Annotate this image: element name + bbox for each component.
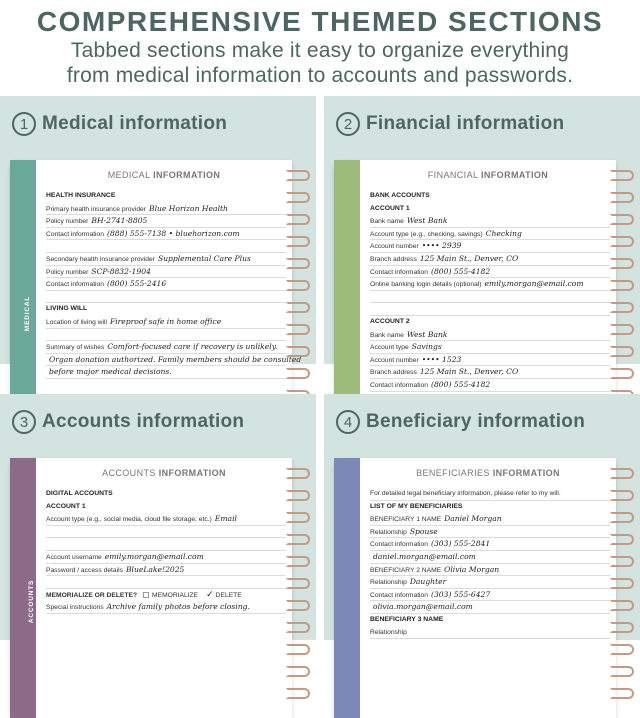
field-label: Account type (e.g., checking, savings) [370, 230, 483, 238]
spiral-ring [610, 512, 634, 523]
field-label: Account number [370, 356, 419, 364]
section-heading: DIGITAL ACCOUNTS [46, 490, 113, 497]
tab-label: ACCOUNTS [28, 579, 36, 624]
form-row [370, 601, 610, 614]
field-value[interactable]: Daniel Morgan [444, 514, 502, 524]
field-value[interactable]: Email [214, 514, 237, 524]
form-row [370, 278, 610, 291]
spiral-ring [610, 644, 634, 655]
field-value[interactable]: Savings [411, 342, 442, 352]
field-label: Account type [370, 344, 409, 352]
form-row [370, 253, 610, 266]
form-row [46, 291, 286, 304]
field-value[interactable]: (800) 555-2416 [107, 279, 167, 289]
section-heading: ACCOUNT 1 [370, 204, 410, 212]
section-heading: BANK ACCOUNTS [370, 192, 430, 199]
page-title: COMPREHENSIVE THEMED SECTIONS [36, 6, 604, 37]
form-row [46, 240, 286, 253]
field-label: Contact information [370, 541, 428, 549]
form-row [370, 526, 610, 539]
section-heading: HEALTH INSURANCE [46, 192, 116, 199]
spiral-ring [610, 534, 634, 545]
spiral-ring [286, 258, 310, 269]
field-label: Relationship [370, 528, 407, 536]
field-value[interactable]: 125 Main St., Denver, CO [419, 253, 519, 263]
form-row [370, 576, 610, 589]
spiral-binding [610, 458, 640, 718]
form-row [370, 627, 610, 640]
form-row [46, 278, 286, 291]
field-label: Summary of wishes [46, 344, 105, 352]
field-label: Secondary health insurance provider [46, 255, 155, 263]
spiral-ring [286, 490, 310, 501]
spiral-ring [286, 556, 310, 567]
financial-tab [334, 160, 360, 420]
section-number-badge: 4 [336, 410, 360, 434]
spiral-ring [286, 236, 310, 247]
spiral-ring [610, 280, 634, 291]
spiral-ring [286, 302, 310, 313]
form-row [370, 240, 610, 253]
field-label: Contact information [46, 230, 104, 238]
field-label: Password / access details [46, 566, 123, 574]
accounts-panel [0, 394, 316, 640]
financial-panel [324, 96, 640, 389]
spiral-ring [610, 368, 634, 379]
form-row [46, 203, 286, 216]
spiral-ring [610, 302, 634, 313]
subtitle-line-2: from medical information to accounts and passwords. [66, 64, 574, 87]
field-value[interactable]: •••• 1523 [421, 354, 462, 364]
field-label: Relationship [370, 628, 407, 636]
field-value[interactable]: (303) 555-6427 [431, 589, 491, 599]
form-row [46, 354, 302, 367]
field-value[interactable]: Organ donation authorized. Family members should be consulted [49, 354, 302, 364]
tab-label: MEDICAL [24, 295, 32, 332]
field-value[interactable]: (800) 555-4182 [431, 266, 491, 276]
notebook-page-title: FINANCIAL INFORMATION [427, 170, 549, 180]
form-row [370, 513, 610, 526]
field-label: BENEFICIARY 1 NAME [370, 516, 442, 524]
spiral-ring [610, 556, 634, 567]
spiral-binding [610, 160, 640, 420]
form-row [370, 379, 610, 392]
beneficiary-section-header [336, 408, 585, 436]
notebook-page-title: BENEFICIARIES INFORMATION [416, 468, 560, 478]
form-row [46, 329, 286, 342]
form-row [370, 190, 610, 203]
spiral-ring [610, 258, 634, 269]
form-row [46, 366, 286, 379]
delete-option-label: DELETE [215, 591, 242, 599]
spiral-ring [286, 170, 310, 181]
tab-label: BENEFICIARIES [360, 521, 368, 582]
field-label: Branch address [370, 369, 417, 377]
spiral-ring [610, 578, 634, 589]
spiral-ring [286, 468, 310, 479]
form-row [370, 564, 610, 577]
check-mark-icon[interactable]: ✓ [206, 588, 214, 599]
accounts-section-header [12, 408, 244, 436]
section-number-badge: 3 [12, 410, 36, 434]
field-label: Location of living will [46, 318, 107, 326]
form-rows [370, 190, 610, 392]
medical-tab [10, 160, 36, 420]
form-row [370, 215, 610, 228]
field-label: Branch address [370, 255, 417, 263]
form-row [370, 538, 610, 551]
spiral-ring [286, 622, 310, 633]
field-label: For detailed legal beneficiary information, please refer to my will. [370, 490, 561, 497]
field-value[interactable]: 125 Main St., Denver, CO [419, 367, 519, 377]
field-value[interactable]: before major medical decisions. [49, 367, 172, 377]
field-label: Account type (e.g., social media, cloud file storage, etc.) [46, 516, 212, 524]
form-row [46, 488, 286, 501]
spiral-ring [286, 280, 310, 291]
notebook-page-title: MEDICAL INFORMATION [107, 170, 221, 180]
field-value[interactable]: daniel.morgan@email.com [373, 551, 476, 561]
field-value[interactable]: Checking [485, 228, 522, 238]
field-value[interactable]: •••• 2939 [421, 241, 462, 251]
section-heading: ACCOUNT 1 [46, 502, 86, 510]
form-row [370, 366, 610, 379]
field-value[interactable]: (800) 555-4182 [431, 379, 491, 389]
field-label: Bank name [370, 218, 404, 226]
spiral-ring [286, 578, 310, 589]
spiral-ring [610, 468, 634, 479]
field-label: Policy number [46, 268, 89, 276]
spiral-ring [610, 214, 634, 225]
form-row [46, 601, 286, 614]
memorialize-row [46, 589, 286, 602]
field-label: Contact information [370, 268, 428, 276]
field-label: Primary health insurance provider [46, 205, 146, 213]
section-number-badge: 1 [12, 112, 36, 136]
spiral-ring [610, 666, 634, 677]
form-row [370, 329, 610, 342]
field-label: Contact information [370, 591, 428, 599]
form-row [46, 215, 286, 228]
field-label: Special instructions [46, 604, 104, 612]
field-label: Online banking login details (optional) [370, 281, 482, 289]
field-value[interactable]: Fireproof safe in home office [109, 316, 222, 326]
field-value[interactable]: BlueLake!2025 [125, 564, 185, 574]
spiral-ring [286, 666, 310, 677]
form-row [370, 551, 610, 564]
field-value[interactable]: olivia.morgan@email.com [373, 602, 473, 612]
form-row [370, 228, 610, 241]
field-value[interactable]: West Bank [406, 216, 448, 226]
field-value[interactable]: Archive family photos before closing. [106, 602, 250, 612]
spiral-ring [286, 346, 310, 357]
spiral-ring [286, 644, 310, 655]
field-value[interactable]: BH-2741-8805 [91, 216, 148, 226]
field-value[interactable]: Comfort-focused care if recovery is unlikely. [107, 342, 278, 352]
spiral-binding [286, 458, 316, 718]
field-value[interactable]: (888) 555-7138 • bluehorizon.com [107, 228, 240, 238]
form-rows [370, 488, 610, 639]
spiral-ring [610, 490, 634, 501]
form-rows [46, 488, 286, 614]
form-row [370, 291, 610, 304]
form-rows [46, 190, 302, 379]
field-label: Account username [46, 553, 102, 561]
field-label: Contact information [46, 281, 104, 289]
financial-section-header [336, 110, 564, 138]
form-row [46, 316, 286, 329]
form-row [46, 513, 286, 526]
form-row [46, 526, 286, 539]
memorialize-label: MEMORIALIZE OR DELETE? [46, 591, 138, 599]
notebook-page [10, 458, 292, 718]
field-value[interactable]: (303) 555-2841 [431, 539, 491, 549]
field-label: Contact information [370, 381, 428, 389]
section-number-badge: 2 [336, 112, 360, 136]
field-value[interactable]: emily.morgan@email.com [104, 551, 204, 561]
spiral-binding [286, 160, 316, 420]
spiral-ring [610, 192, 634, 203]
field-label: BENEFICIARY 2 NAME [370, 566, 442, 574]
form-row [46, 303, 286, 316]
field-value[interactable]: Spouse [409, 526, 438, 536]
spiral-ring [286, 688, 310, 699]
section-heading: ACCOUNT 2 [370, 317, 410, 325]
notebook-page [334, 160, 616, 420]
section-title: Beneficiary information [366, 411, 586, 432]
section-title: Medical information [42, 113, 228, 134]
form-row [370, 488, 610, 501]
medical-section-header [12, 110, 227, 138]
section-title: Accounts information [42, 411, 245, 432]
form-row [370, 341, 610, 354]
form-row [46, 190, 286, 203]
form-row [370, 316, 610, 329]
field-value[interactable]: Blue Horizon Health [149, 203, 228, 213]
spiral-ring [286, 600, 310, 611]
field-value[interactable]: SCP-8832-1904 [91, 266, 151, 276]
notebook-page [10, 160, 302, 420]
field-label: Policy number [46, 218, 89, 226]
section-title: Financial information [366, 113, 565, 134]
field-value[interactable]: Supplemental Care Plus [157, 253, 251, 263]
subtitle-line-1: Tabbed sections make it easy to organize everything [70, 39, 570, 62]
header [0, 0, 640, 94]
spiral-ring [610, 688, 634, 699]
spiral-ring [286, 512, 310, 523]
field-label: Bank name [370, 331, 404, 339]
form-row [370, 501, 610, 514]
spiral-ring [286, 368, 310, 379]
spiral-ring [286, 324, 310, 335]
form-row [46, 576, 286, 589]
field-value[interactable]: West Bank [406, 329, 448, 339]
section-heading: LIVING WILL [46, 305, 88, 313]
medical-panel [0, 96, 316, 377]
form-row [370, 203, 610, 216]
form-row [46, 253, 286, 266]
form-row [46, 564, 286, 577]
form-row [370, 354, 610, 367]
beneficiary-panel [324, 394, 640, 640]
field-value[interactable]: Daughter [409, 577, 447, 587]
field-label: Account number [370, 243, 419, 251]
form-row [46, 341, 286, 354]
spiral-ring [286, 192, 310, 203]
form-row [46, 501, 286, 514]
spiral-ring [286, 214, 310, 225]
field-value[interactable]: Olivia Morgan [444, 564, 500, 574]
form-row [46, 551, 286, 564]
spiral-ring [610, 236, 634, 247]
form-row [370, 589, 610, 602]
form-row [46, 228, 286, 241]
spiral-ring [610, 600, 634, 611]
memorialize-option-label: MEMORIALIZE [152, 591, 199, 599]
spiral-ring [610, 324, 634, 335]
spiral-ring [610, 346, 634, 357]
form-row [370, 266, 610, 279]
form-row [46, 538, 286, 551]
field-value[interactable]: emily.morgan@email.com [484, 279, 584, 289]
form-row [370, 303, 610, 316]
spiral-ring [610, 170, 634, 181]
section-heading: LIST OF MY BENEFICIARIES [370, 502, 463, 510]
notebook-page [334, 458, 616, 718]
notebook-page-title: ACCOUNTS INFORMATION [102, 468, 226, 478]
form-row [370, 614, 610, 627]
spiral-ring [286, 534, 310, 545]
field-label: Relationship [370, 579, 407, 587]
section-heading: BENEFICIARY 3 NAME [370, 615, 444, 623]
form-row [46, 266, 286, 279]
spiral-ring [610, 622, 634, 633]
memorialize-checkbox[interactable] [143, 592, 149, 598]
